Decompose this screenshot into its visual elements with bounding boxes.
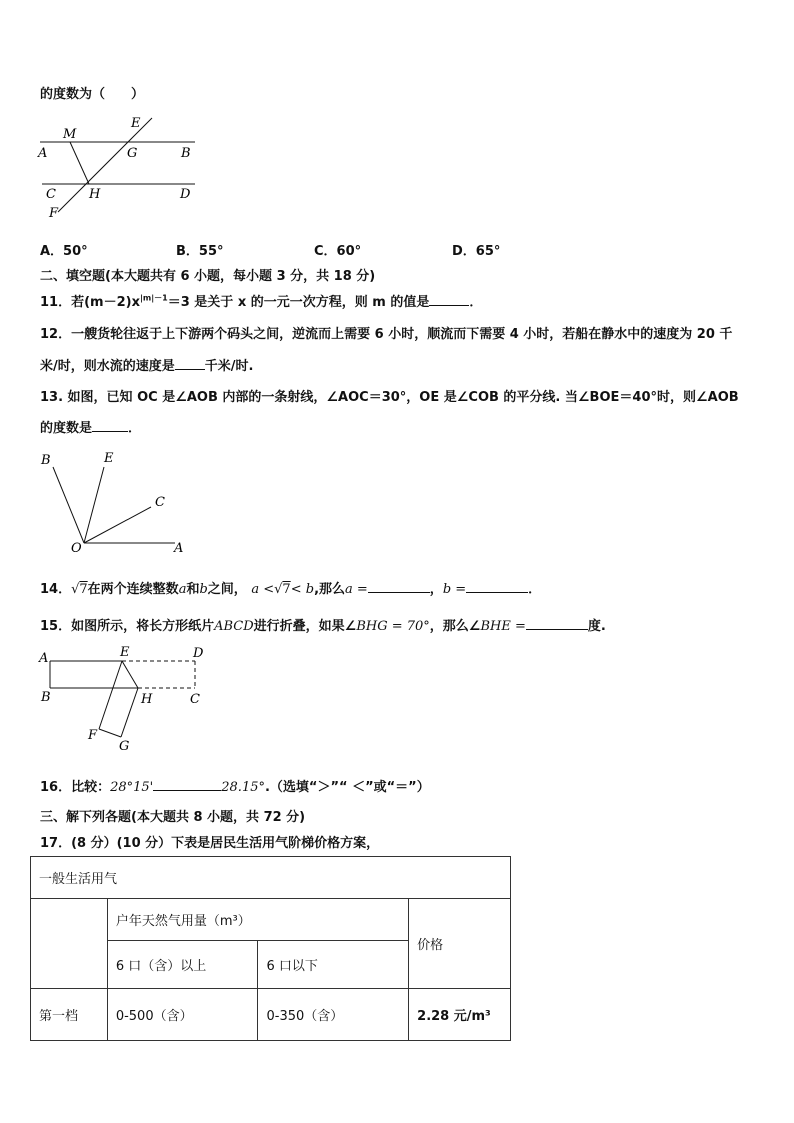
q15-angle-bhe: BHE =: [480, 619, 526, 634]
row-1-label: 第一档: [31, 989, 108, 1041]
q10-option-a: A．50°: [40, 244, 88, 259]
label-b: B: [41, 453, 51, 468]
q14-ineq-left: a <: [251, 582, 275, 597]
label-e: E: [120, 645, 130, 660]
label-e: E: [131, 116, 141, 131]
usage-header-text: 户年天然气用量（m³）: [115, 914, 251, 929]
q14-number: 14．: [40, 582, 72, 597]
q11-text-a: 若(m－2)x: [71, 295, 140, 310]
q14-answer-a-blank[interactable]: [368, 580, 430, 593]
row-1-6-plus: 0-500（含）: [107, 989, 258, 1041]
q16-answer-blank[interactable]: [153, 778, 221, 791]
q14-ineq-radicand: 7: [282, 582, 291, 597]
label-f: F: [49, 206, 59, 221]
q11-text-b: ＝3 是关于 x 的一元一次方程，则 m 的值是: [167, 295, 430, 310]
q15-end: 度.: [587, 619, 606, 634]
q16-expr-1: 28°15': [110, 780, 154, 795]
edge-fg: [99, 729, 121, 737]
label-a: A: [38, 146, 48, 161]
label-c: C: [190, 692, 200, 707]
q10-option-c: C．60°: [314, 244, 362, 259]
q14-ineq-sqrt: √7: [274, 582, 291, 597]
q12-text-b: 千米/时.: [204, 359, 254, 374]
section-2-title: 二、填空题(本大题共有 6 小题，每小题 3 分，共 18 分): [40, 269, 376, 284]
q14-text-d: ,那么: [314, 582, 346, 597]
q10-option-d: D．65°: [452, 244, 501, 259]
label-g: G: [119, 739, 130, 754]
q15-text-b: 进行折叠，如果∠: [253, 619, 357, 634]
q15-answer-blank[interactable]: [526, 617, 588, 630]
col-6-minus: 6 口以下: [258, 941, 409, 989]
label-m: M: [63, 127, 77, 142]
q15-text-c: ，那么∠: [429, 619, 481, 634]
q14-eq-a: a =: [345, 582, 368, 597]
q11: [40, 291, 482, 310]
row-1-price: 2.28 元/m³: [409, 989, 511, 1041]
q12-answer-blank[interactable]: [175, 357, 205, 370]
q11-number: 11．: [40, 295, 72, 310]
q14: [40, 578, 541, 597]
q12-line-2: [40, 355, 253, 374]
q13-rays-figure: [35, 445, 195, 560]
q15-rect-name: ABCD: [214, 619, 254, 634]
q13-text-a: 的度数是: [40, 421, 93, 436]
q14-end: ．: [528, 582, 542, 597]
label-b: B: [181, 146, 191, 161]
col-6-plus: 6 口（含）以上: [107, 941, 258, 989]
q12-line-1: 12．一艘货轮往返于上下游两个码头之间，逆流而上需要 6 小时，顺流而下需要 4 小时，若船在静水中的速度为 20 千: [40, 327, 733, 342]
ray-ob: [53, 467, 84, 543]
label-h: H: [89, 187, 101, 202]
label-a: A: [174, 541, 184, 556]
q13-line-1: 13. 如图，已知 OC 是∠AOB 内部的一条射线，∠AOC＝30°，OE 是∠COB 的平分线. 当∠BOE＝40°时，则∠AOB: [40, 390, 739, 405]
q16-text-b: .（选填“＞”“ ＜”或“＝”）: [264, 780, 430, 795]
fold-eh: [122, 661, 138, 688]
q14-eq-b: b =: [442, 582, 467, 597]
label-d: D: [180, 187, 191, 202]
q14-text-c: 之间，: [207, 582, 247, 597]
label-c: C: [46, 187, 56, 202]
q16: [40, 776, 430, 795]
edge-ef: [99, 661, 122, 729]
row-1-6-minus: 0-350（含）: [258, 989, 409, 1041]
q14-comma: ，: [429, 582, 443, 597]
line-mh: [70, 142, 89, 184]
edge-gh: [121, 688, 138, 737]
q11-exponent: |m|－1: [139, 293, 168, 303]
q13-line-2: [40, 417, 141, 436]
label-b: B: [41, 690, 51, 705]
q11-answer-blank[interactable]: [429, 293, 469, 306]
q15: [40, 615, 606, 634]
q13-text-b: ．: [128, 421, 142, 436]
q10-stem-tail: 的度数为（ ）: [40, 87, 145, 102]
label-e: E: [104, 451, 114, 466]
q16-text-a: 16．比较：: [40, 780, 111, 795]
q17-text: 17．(8 分）(10 分）下表是居民生活用气阶梯价格方案，: [40, 836, 380, 851]
ray-oe: [84, 467, 104, 543]
q14-var-a: a: [178, 582, 187, 597]
q11-end: ．: [469, 295, 483, 310]
q10-parallel-lines-figure: [30, 110, 210, 225]
q14-text-b: 和: [186, 582, 200, 597]
q15-text-a: 15．如图所示，将长方形纸片: [40, 619, 215, 634]
label-f: F: [88, 728, 98, 743]
label-o: O: [71, 541, 82, 556]
label-d: D: [193, 646, 204, 661]
q14-ineq-right: < b: [290, 582, 315, 597]
section-3-title: 三、解下列各题(本大题共 8 小题，共 72 分): [40, 810, 306, 825]
q12-text-a: 米/时，则水流的速度是: [40, 359, 175, 374]
table-title: 一般生活用气: [31, 857, 511, 899]
q10-option-b: B．55°: [176, 244, 224, 259]
usage-header: [107, 899, 408, 941]
price-header: 价格: [409, 899, 511, 989]
q13-answer-blank[interactable]: [92, 419, 128, 432]
gas-price-table: [30, 856, 511, 1041]
q14-answer-b-blank[interactable]: [466, 580, 528, 593]
sqrt-radicand: 7: [79, 582, 88, 597]
label-a: A: [39, 651, 49, 666]
label-g: G: [127, 146, 138, 161]
q14-text-a: 在两个连续整数: [87, 582, 179, 597]
sqrt-7: √7: [71, 582, 88, 597]
label-h: H: [141, 692, 153, 707]
q15-angle-bhg: BHG = 70°: [356, 619, 430, 634]
q15-folded-rectangle-figure: [35, 644, 215, 756]
q16-expr-2: 28.15°: [221, 780, 265, 795]
q14-var-b: b: [199, 582, 208, 597]
table-empty-cell: [31, 899, 108, 989]
ray-oc: [84, 507, 151, 543]
label-c: C: [155, 495, 165, 510]
